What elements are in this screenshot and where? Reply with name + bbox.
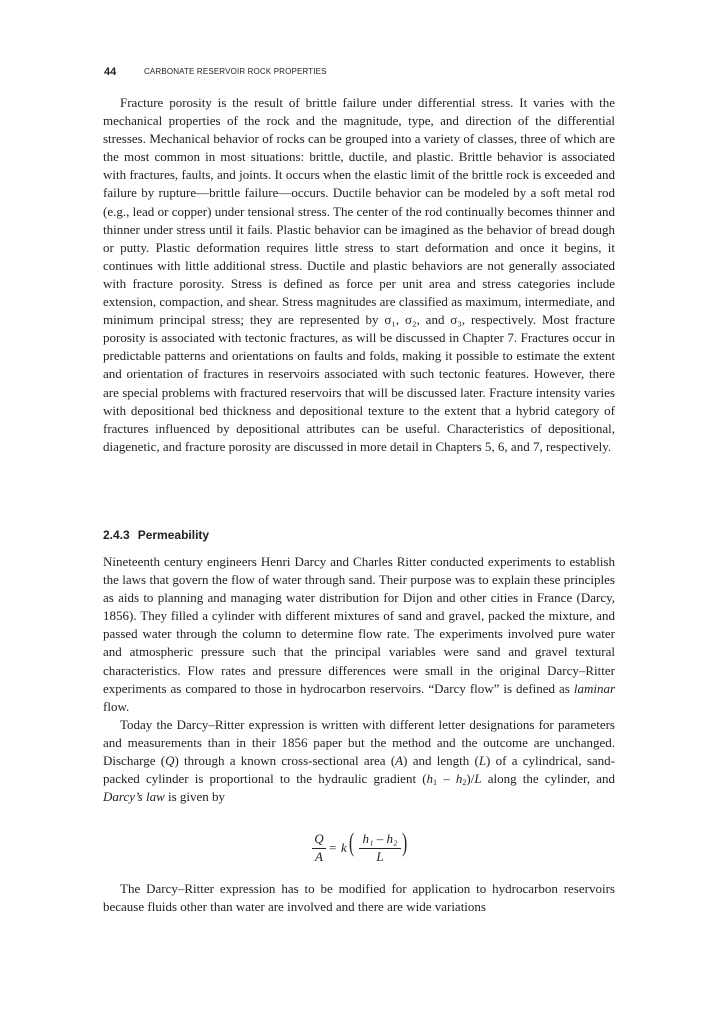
page-header	[104, 62, 327, 76]
paragraph-darcy-law	[103, 716, 615, 806]
section-number: 2.4.3	[103, 528, 130, 542]
text-run: is given by	[164, 789, 226, 805]
text-run: along the cylinder, and	[481, 771, 616, 787]
text-run: ) and length (	[403, 753, 479, 769]
text-run: ) through a known cross-sectional area (	[174, 753, 396, 769]
text-run: ) of a cylindrical, sand-packed cylinder is proportional to the hydraulic gradient (	[103, 753, 616, 787]
paragraph-text: Fracture porosity is the result of brittle failure under differential stress. It varies with the mechanical properties of the rock and the magnitude, type, and direction of the differential stresses. Mechanical behavior of rocks can be grouped into a variety of classes, three of which are the most common in most situations: brittle, ductile, and plastic. Brittle behavior is associated with fractures, faults, and joints. It occurs when the elastic limit of the brittle rock is exceeded and failure by rupture—brittle failure—occurs. Ductile behavior can be modeled by a soft metal rod (e.g., lead or copper) under tensional stress. The center of the rod continually becomes thinner and thinner under stress until it fails. Plastic behavior can be imagined as the behavior of bread dough or putty. Plastic deformation requires little stress to start deformation and once it begins, it continues with little additional stress. Ductile and plastic behaviors are not generally associated with fracture porosity. Stress is defined as force per unit area and stress categories include extension, compaction, and shear. Stress magnitudes are classified as maximum, intermediate, and minimum principal stress; they are represented by σ₁, σ₂, and σ₃, respectively. Most fracture porosity is associated with tectonic fractures, as will be discussed in Chapter 7. Fractures occur in predictable patterns and orientations on faults and folds, making it possible to estimate the extent and orientation of fractures in reservoirs associated with such tectonic features. However, there are special problems with fractured reservoirs that will be discussed later. Fracture intensity varies with depositional bed thickness and depositional texture to the extent that a hybrid category of fractures influenced by depositional attributes can be useful. Characteristics of depositional, diagenetic, and fracture porosity are discussed in more detail in Chapters 5, 6, and 7, respectively.	[103, 95, 615, 454]
paragraph-darcy-history	[103, 553, 615, 716]
text-run-italic: laminar	[573, 680, 615, 696]
left-paren: (	[349, 828, 355, 857]
symbol-h1: h	[426, 771, 434, 787]
subscript: 1	[433, 778, 438, 788]
paragraph-modification	[103, 880, 615, 916]
text-run: –	[437, 771, 456, 787]
running-head: CARBONATE RESERVOIR ROCK PROPERTIES	[144, 67, 327, 76]
equation-lhs-numerator: Q	[314, 831, 324, 846]
section-heading	[103, 528, 209, 542]
darcy-equation	[312, 828, 412, 864]
permeability-body	[103, 553, 615, 806]
text-run: flow.	[103, 698, 130, 714]
text-run: Today the Darcy–Ritter expression is written with different letter designations for parameters and measurements than in their 1856 paper but the method and the outcome are unchanged. Discharge (	[103, 716, 615, 769]
paragraph-text: The Darcy–Ritter expression has to be modified for application to hydrocarbon reservoirs because fluids other than water are involved and there are wide variations	[103, 881, 615, 915]
symbol-q: Q	[165, 753, 175, 769]
subscript: 2	[462, 778, 467, 788]
text-run: Nineteenth century engineers Henri Darcy and Charles Ritter conducted experiments to establish the laws that govern the flow of water through sand. Their purpose was to explain these principles as aids to planning and managing water distribution for Dijon and other cities in France (Darcy, 1856). They filled a cylinder with different mixtures of sand and gravel, packed the mixture, and passed water through the column to determine flow rate. The experiments involved pure water and atmospheric pressure such that the principal variables were sand and gravel textural characteristics. Flow rates and pressure differences were small in the original Darcy–Ritter experiments as compared to those in hydrocarbon reservoirs. “Darcy flow” is defined as	[103, 554, 615, 696]
equals-sign: =	[329, 840, 337, 855]
equation-rhs-numerator: h₁ – h₂	[362, 831, 398, 846]
paragraph-fracture-porosity	[103, 94, 615, 456]
symbol-h2: h	[455, 771, 463, 787]
equation-rhs-denominator: L	[376, 849, 384, 864]
symbol-a: A	[395, 753, 404, 769]
equation-k: k	[341, 840, 347, 855]
term-darcys-law: Darcy’s law	[103, 789, 165, 805]
equation-lhs-denominator: A	[315, 849, 323, 864]
text-run: )/	[466, 771, 475, 787]
page-number: 44	[104, 66, 117, 78]
symbol-l: L	[478, 753, 487, 769]
section-title: Permeability	[137, 528, 210, 542]
right-paren: )	[402, 828, 408, 857]
symbol-l: L	[474, 771, 482, 787]
